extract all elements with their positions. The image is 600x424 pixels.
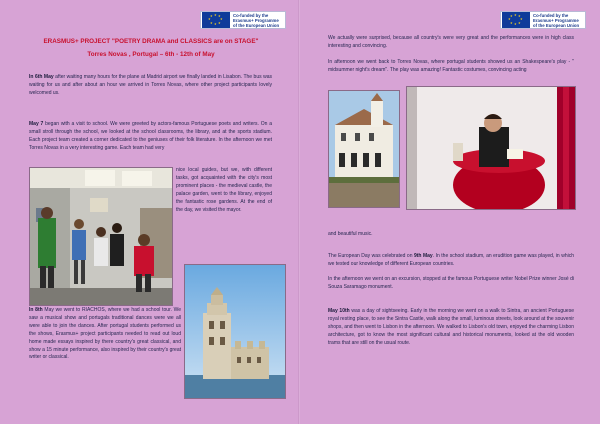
text-may-9-a: The European Day was celebrated on (328, 253, 414, 259)
text-may-8: May we went to RIACHOS, where we had a school tour. We saw a musical show and portugals traditional dances were we all were able to join the dances. After portugal students performed us the shows, Erasmus+ project participants needed to read out loud home made essays inspired by there country's great classical, and show a 15 minute performance, also inspired by their country's great writer or classical. (29, 307, 181, 361)
logo-line1-right: Co-funded by the (533, 12, 569, 18)
paragraph-may-8 (29, 307, 181, 362)
paragraph-may-7-cont: nice local guides, but we, with different tasks, got acquainted with the city's most prominent places - the medieval castle, the palace garden, went to the library, enjoyed the fantastic rose gardens. At the end of the day, we visited the mayor. (176, 167, 272, 213)
logo-line2-right: Erasmus+ Programme (533, 17, 579, 23)
logo-line3: of the European Union (233, 22, 280, 28)
date-may-8: In 8th (29, 307, 43, 313)
eu-flag-icon: ★ ★ ★ ★ ★ ★ ★ ★ (502, 12, 530, 28)
school-gallery-photo (29, 167, 173, 306)
date-may-9: 9th May (413, 253, 433, 259)
right-page (300, 0, 600, 424)
paragraph-surprised: We actually were surprised, because all country's were very great and the performances were in high class interesting and convincing. (328, 35, 574, 49)
date-may-6: In 6th May (29, 74, 54, 80)
paragraph-shakespeare: In afternoon we went back to Torres Novas, where portugal students showed us an Shakespeare's play - " midsummer night's dream". The play was amazing! Fantastic costumes, convincing acting (328, 59, 574, 73)
belem-tower-photo (184, 264, 286, 399)
location-title: Torres Novas , Portugal – 6th - 12th of May (87, 51, 215, 58)
paragraph-may-9 (328, 253, 574, 269)
paragraph-may-6 (29, 74, 272, 98)
belem-tower-image (185, 265, 286, 399)
text-may-6: after waiting many hours for the plane at Madrid airport we finally landed in Lisabon. The bus was waiting for us and after about an hour we arrived in Torres Novas, where other project participants lovely welcomed us. (29, 74, 273, 96)
erasmus-logo (200, 11, 286, 29)
school-gallery-image (30, 168, 173, 306)
palace-image (329, 91, 400, 208)
palace-photo (328, 90, 400, 208)
text-may-9-b: . In the school stadium, an erudition game was played, in which we tested our knowledge of different European countries. (328, 253, 574, 267)
text-may-7: began with a visit to school. We were greeted by actors-famous Portuguese poets and writers. On a small stroll through the school, we looked at the school classrooms, the library, and at the sports stadium. Each project team created a corner dedicated to the geniuses of their folk literature. In the afternoon we met Torres Novas in a very interesting game. Each team had very (29, 121, 272, 151)
logo-line1: Co-funded by the (233, 12, 269, 18)
paragraph-excursion: In the afternoon we went on an excursion, stopped at the famous Portuguese writer Nobel Prize winner José di Souza Saramago monument. (328, 276, 574, 290)
logo-line2: Erasmus+ Programme (233, 17, 279, 23)
paragraph-may-7 (29, 121, 272, 153)
performance-photo (406, 86, 576, 210)
date-may-7: May 7 (29, 121, 44, 127)
project-title: ERASMUS+ PROJECT "POETRY DRAMA and CLASSICS are on STAGE" (43, 38, 259, 45)
performance-image (407, 87, 576, 210)
eu-flag-icon: ★ ★ ★ ★ ★ ★ ★ ★ (202, 12, 230, 28)
date-may-10: May 10th (328, 308, 350, 314)
erasmus-logo-right (500, 11, 586, 29)
text-may-10: was a day of sightseeing. Early in the morning we went on a walk to Sintra, an ancient Portuguese royal resting place, to see the Sintra Castle, walk along the small, luminous streets, look around at the souvenir shops, and then went to Lisbon in the afternoon. We walked to Lisbon's old town, enjoyed the charming Lisbon architecture, got to know the most significant cultural and historical monuments, looked at the old wooden trams that are still on the usual route. (328, 308, 574, 346)
paragraph-may-10 (328, 308, 574, 348)
paragraph-music: and beautiful music. (328, 231, 373, 237)
logo-line3-right: of the European Union (533, 22, 580, 28)
